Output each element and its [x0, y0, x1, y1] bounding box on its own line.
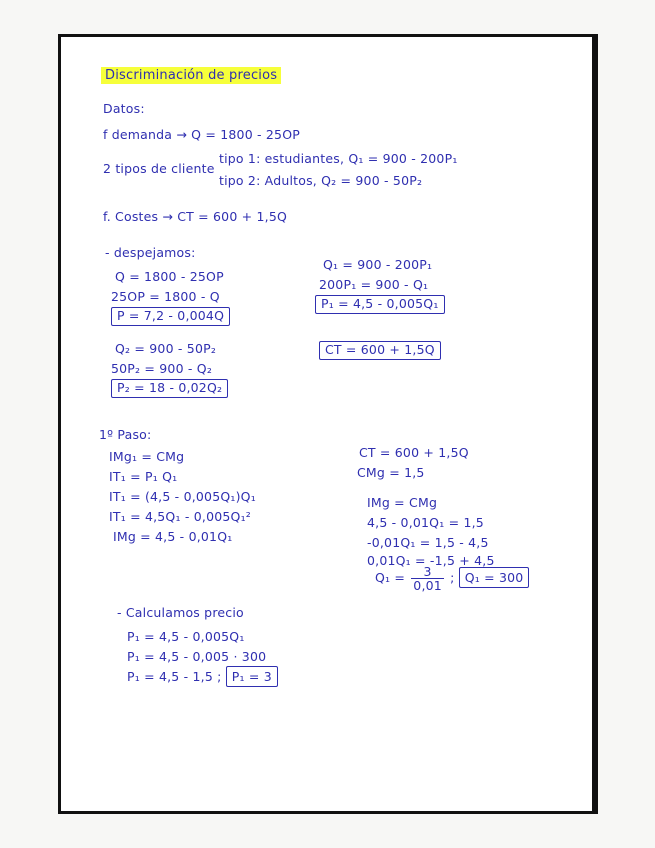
q1-fraction-den: 0,01: [413, 578, 442, 594]
eq-it1-expanded: IT₁ = (4,5 - 0,005Q₁)Q₁: [109, 489, 256, 504]
eq-price-2: P₁ = 4,5 - 0,005 · 300: [127, 649, 267, 664]
eq-demand-q: Q = 1800 - 25OP: [115, 269, 224, 284]
page-title: Discriminación de precios: [101, 67, 281, 84]
eq-price-3-text: P₁ = 4,5 - 1,5 ;: [127, 669, 222, 684]
eq-solve-3: 0,01Q₁ = -1,5 + 4,5: [367, 553, 495, 568]
datos-label: Datos:: [103, 101, 145, 116]
eq-it1-poly: IT₁ = 4,5Q₁ - 0,005Q₁²: [109, 509, 251, 524]
q1-fraction-num: 3: [411, 565, 444, 579]
eq-ct-boxed: CT = 600 + 1,5Q: [319, 341, 441, 360]
eq-price-1: P₁ = 4,5 - 0,005Q₁: [127, 629, 245, 644]
paso-label: 1º Paso:: [99, 427, 152, 442]
q1-prefix: Q₁ =: [375, 570, 406, 586]
client-type-2: tipo 2: Adultos, Q₂ = 900 - 50P₂: [219, 173, 423, 188]
paper-sheet: [58, 34, 598, 814]
cost-function: f. Costes → CT = 600 + 1,5Q: [103, 209, 288, 224]
eq-img-eq-cmg: IMg = CMg: [367, 495, 438, 510]
client-types-label: 2 tipos de cliente: [103, 161, 215, 176]
demand-function: f demanda → Q = 1800 - 25OP: [103, 127, 300, 142]
eq-img-cmg: IMg₁ = CMg: [109, 449, 185, 464]
q1-result-boxed: Q₁ = 300: [459, 567, 530, 588]
eq-ct-repeat: CT = 600 + 1,5Q: [359, 445, 469, 460]
eq-demand-250p: 25OP = 1800 - Q: [111, 289, 220, 304]
q1-fraction: [411, 565, 444, 592]
eq-50p2: 50P₂ = 900 - Q₂: [111, 361, 213, 376]
eq-it1: IT₁ = P₁ Q₁: [109, 469, 178, 484]
eq-solve-1: 4,5 - 0,01Q₁ = 1,5: [367, 515, 484, 530]
eq-cmg: CMg = 1,5: [357, 465, 425, 480]
eq-q2: Q₂ = 900 - 50P₂: [115, 341, 217, 356]
precio-label: - Calculamos precio: [117, 605, 244, 620]
eq-p2-boxed: P₂ = 18 - 0,02Q₂: [111, 379, 228, 398]
eq-demand-p-boxed: P = 7,2 - 0,004Q: [111, 307, 230, 326]
q1-separator: ;: [450, 570, 455, 586]
p1-result-boxed: P₁ = 3: [226, 666, 278, 687]
eq-200p1: 200P₁ = 900 - Q₁: [319, 277, 429, 292]
client-type-1: tipo 1: estudiantes, Q₁ = 900 - 200P₁: [219, 151, 458, 166]
eq-solve-2: -0,01Q₁ = 1,5 - 4,5: [367, 535, 489, 550]
eq-p1-boxed: P₁ = 4,5 - 0,005Q₁: [315, 295, 445, 314]
eq-q1-final: [375, 565, 529, 592]
despejamos-label: - despejamos:: [105, 245, 196, 260]
eq-img: IMg = 4,5 - 0,01Q₁: [113, 529, 233, 544]
eq-q1: Q₁ = 900 - 200P₁: [323, 257, 433, 272]
eq-price-3: [127, 671, 278, 684]
